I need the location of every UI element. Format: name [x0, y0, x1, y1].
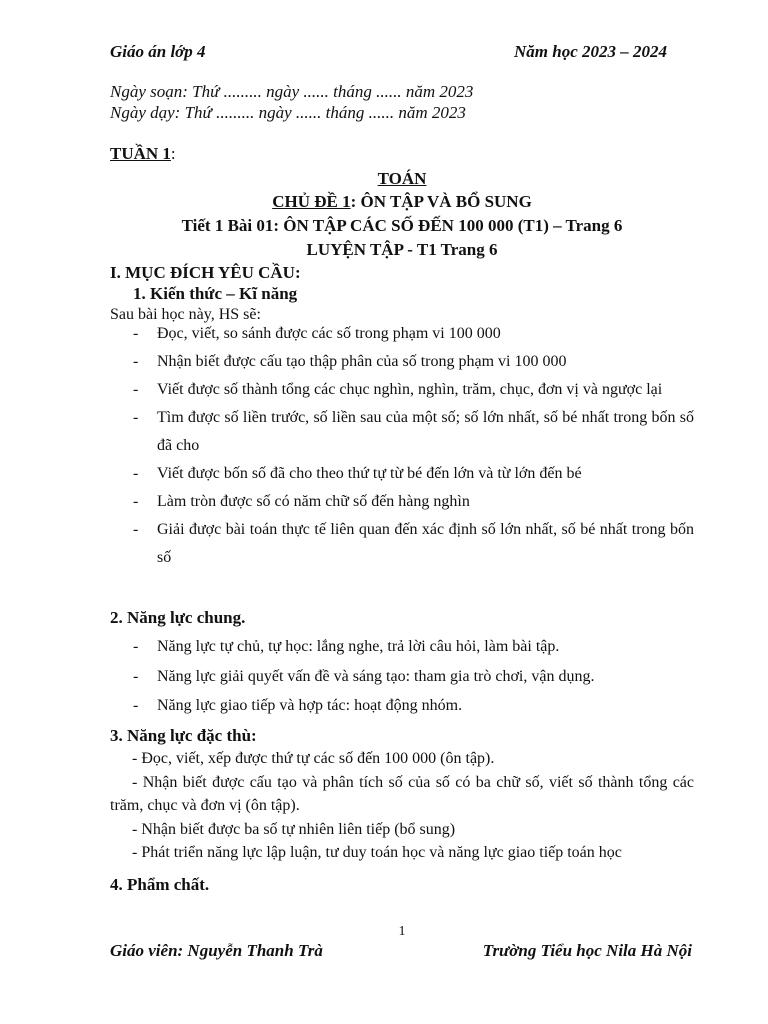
list-item-text: Viết được bốn số đã cho theo thứ tự từ bé đến lớn và từ lớn đến bé — [157, 465, 582, 482]
section-3-heading: 3. Năng lực đặc thù: — [110, 726, 257, 745]
list-item-text: Viết được số thành tổng các chục nghìn, nghìn, trăm, chục, đơn vị và ngược lại — [157, 381, 663, 398]
list-item: - Nhận biết được ba số tự nhiên liên tiếp (bổ sung) — [132, 820, 456, 838]
list-item — [110, 632, 694, 662]
list-item-text: Năng lực giao tiếp và hợp tác: hoạt động nhóm. — [157, 697, 463, 714]
bullet-dash: - — [133, 465, 139, 482]
subject-title — [110, 169, 694, 189]
list-item — [110, 662, 694, 692]
header-school-year: Năm học 2023 – 2024 — [514, 42, 667, 61]
list-item: - Đọc, viết, xếp được thứ tự các số đến 100 000 (ôn tập). — [132, 750, 495, 767]
bullet-dash: - — [133, 325, 139, 342]
subsection-1-heading: 1. Kiến thức – Kĩ năng — [133, 284, 298, 303]
list-item-text: Năng lực tự chủ, tự học: lắng nghe, trả lời câu hỏi, làm bài tập. — [157, 638, 560, 655]
list-item — [110, 460, 694, 488]
week-label-text: TUẦN 1 — [110, 144, 171, 163]
section-1-intro: Sau bài học này, HS sẽ: — [110, 306, 261, 323]
header-grade: Giáo án lớp 4 — [110, 42, 206, 61]
bullet-dash: - — [133, 381, 139, 398]
list-item — [110, 348, 694, 376]
specific-competency-list — [110, 747, 694, 865]
bullet-dash: - — [133, 697, 139, 714]
list-item-text: Đọc, viết, so sánh được các số trong phạm vi 100 000 — [157, 325, 501, 342]
bullet-dash: - — [133, 638, 139, 655]
footer-teacher: Giáo viên: Nguyễn Thanh Trà — [110, 941, 323, 960]
list-item — [110, 516, 694, 572]
list-item — [110, 488, 694, 516]
list-item-text: Làm tròn được số có năm chữ số đến hàng nghìn — [157, 493, 470, 510]
page-number: 1 — [398, 924, 406, 939]
lesson-title: Tiết 1 Bài 01: ÔN TẬP CÁC SỐ ĐẾN 100 000 (T1) – Trang 6 — [181, 216, 623, 235]
bullet-dash: - — [133, 353, 139, 370]
bullet-dash: - — [133, 409, 139, 426]
footer-school: Trường Tiểu học Nila Hà Nội — [482, 941, 692, 960]
practice-title: LUYỆN TẬP - T1 Trang 6 — [306, 240, 498, 259]
prep-date-line: Ngày soạn: Thứ ......... ngày ...... tháng ...... năm 2023 — [110, 82, 474, 101]
general-competency-list — [110, 632, 694, 721]
list-item — [110, 404, 694, 460]
knowledge-list — [110, 320, 694, 572]
subject-title-text: TOÁN — [377, 169, 427, 188]
bullet-dash: - — [133, 521, 139, 538]
week-label — [110, 144, 176, 164]
list-item: - Phát triển năng lực lập luận, tư duy toán học và năng lực giao tiếp toán học — [132, 844, 622, 861]
list-item: - Nhận biết được cấu tạo và phân tích số của số có ba chữ số, viết số thành tổng các trăm, chục và đơn vị (ôn tập). — [110, 773, 694, 814]
list-item — [110, 691, 694, 721]
section-4-heading: 4. Phẩm chất. — [110, 875, 210, 894]
section-1-heading: I. MỤC ĐÍCH YÊU CẦU: — [110, 263, 301, 282]
teach-date-line: Ngày dạy: Thứ ......... ngày ...... tháng ...... năm 2023 — [110, 103, 466, 122]
list-item-text: Nhận biết được cấu tạo thập phân của số trong phạm vi 100 000 — [157, 353, 567, 370]
topic-title-rest: : ÔN TẬP VÀ BỔ SUNG — [350, 192, 532, 211]
bullet-dash: - — [133, 667, 139, 685]
section-2-heading: 2. Năng lực chung. — [110, 608, 246, 627]
list-item — [110, 376, 694, 404]
topic-title — [110, 192, 694, 212]
list-item-text: Tìm được số liền trước, số liền sau của một số; số lớn nhất, số bé nhất trong bốn số đã cho — [157, 409, 694, 454]
list-item-text: Giải được bài toán thực tế liên quan đến xác định số lớn nhất, số bé nhất trong bốn số — [157, 521, 694, 566]
topic-title-label: CHỦ ĐỀ 1 — [272, 192, 351, 211]
bullet-dash: - — [133, 493, 139, 510]
list-item — [110, 320, 694, 348]
list-item-text: Năng lực giải quyết vấn đề và sáng tạo: tham gia trò chơi, vận dụng. — [157, 667, 595, 685]
week-colon: : — [170, 144, 176, 163]
